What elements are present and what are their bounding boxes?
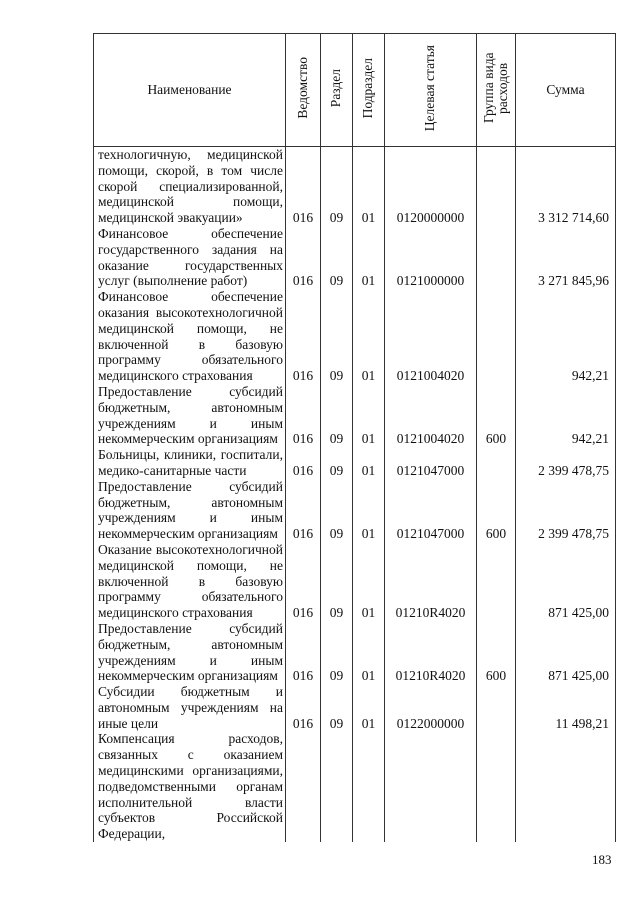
row-celevaya-statya: 0121047000 <box>385 479 477 542</box>
row-razdel: 09 <box>321 542 353 621</box>
row-razdel: 09 <box>321 684 353 731</box>
row-podrazdel: 01 <box>353 289 385 384</box>
row-vedomstvo: 016 <box>286 289 321 384</box>
table-row <box>94 226 616 289</box>
budget-table <box>93 33 616 842</box>
row-gruppa: 600 <box>477 384 516 447</box>
row-gruppa <box>477 226 516 289</box>
row-summa: 2 399 478,75 <box>516 447 616 479</box>
row-celevaya-statya: 0121047000 <box>385 447 477 479</box>
row-name: Больницы, клиники, госпитали, медико-санитарные части <box>94 447 286 479</box>
header-podrazdel: Подраздел <box>353 34 385 147</box>
row-name: Оказание высокотехнологичной медицинской помощи, не включенной в базовую программу обязательного медицинского страхования <box>94 542 286 621</box>
row-razdel <box>321 731 353 842</box>
row-gruppa: 600 <box>477 621 516 684</box>
header-name: Наименование <box>94 34 286 147</box>
table-row <box>94 684 616 731</box>
row-gruppa <box>477 447 516 479</box>
row-name: Финансовое обеспечение государственного задания на оказание государственных услуг (выполнение работ) <box>94 226 286 289</box>
row-celevaya-statya: 01210R4020 <box>385 542 477 621</box>
row-celevaya-statya: 0121004020 <box>385 289 477 384</box>
table-row <box>94 147 616 226</box>
row-vedomstvo: 016 <box>286 147 321 226</box>
header-vedomstvo: Ведомство <box>286 34 321 147</box>
row-gruppa: 600 <box>477 479 516 542</box>
row-razdel: 09 <box>321 447 353 479</box>
row-summa <box>516 731 616 842</box>
row-razdel: 09 <box>321 226 353 289</box>
header-summa: Сумма <box>516 34 616 147</box>
header-celevaya-statya: Целевая статья <box>385 34 477 147</box>
row-name: Предоставление субсидий бюджетным, автономным учреждениям и иным некоммерческим организациям <box>94 621 286 684</box>
row-name: технологичную, медицинской помощи, скорой, в том числе скорой специализированной, медицинской помощи, медицинской эвакуации» <box>94 147 286 226</box>
table-row <box>94 384 616 447</box>
row-podrazdel: 01 <box>353 479 385 542</box>
row-summa: 871 425,00 <box>516 621 616 684</box>
row-gruppa <box>477 542 516 621</box>
row-vedomstvo: 016 <box>286 621 321 684</box>
page-number: 183 <box>592 852 612 867</box>
row-celevaya-statya: 0121004020 <box>385 384 477 447</box>
row-summa: 2 399 478,75 <box>516 479 616 542</box>
row-podrazdel: 01 <box>353 447 385 479</box>
row-podrazdel: 01 <box>353 226 385 289</box>
row-name: Финансовое обеспечение оказания высокотехнологичной медицинской помощи, не включенной в базовую программу обязательного медицинского страхования <box>94 289 286 384</box>
header-razdel: Раздел <box>321 34 353 147</box>
table-row <box>94 447 616 479</box>
row-summa: 3 271 845,96 <box>516 226 616 289</box>
row-vedomstvo: 016 <box>286 542 321 621</box>
row-summa: 942,21 <box>516 384 616 447</box>
table-row <box>94 289 616 384</box>
row-podrazdel: 01 <box>353 621 385 684</box>
row-gruppa <box>477 147 516 226</box>
row-vedomstvo: 016 <box>286 684 321 731</box>
row-name: Субсидии бюджетным и автономным учреждениям на иные цели <box>94 684 286 731</box>
row-summa: 871 425,00 <box>516 542 616 621</box>
row-gruppa <box>477 684 516 731</box>
table-row <box>94 479 616 542</box>
row-summa: 11 498,21 <box>516 684 616 731</box>
row-razdel: 09 <box>321 621 353 684</box>
row-celevaya-statya <box>385 731 477 842</box>
row-name: Предоставление субсидий бюджетным, автономным учреждениям и иным некоммерческим организациям <box>94 384 286 447</box>
row-vedomstvo: 016 <box>286 479 321 542</box>
row-podrazdel: 01 <box>353 684 385 731</box>
row-vedomstvo: 016 <box>286 384 321 447</box>
table-row <box>94 621 616 684</box>
table-row <box>94 731 616 842</box>
row-razdel: 09 <box>321 289 353 384</box>
row-celevaya-statya: 0121000000 <box>385 226 477 289</box>
table-header <box>94 34 616 147</box>
row-name: Предоставление субсидий бюджетным, автономным учреждениям и иным некоммерческим организациям <box>94 479 286 542</box>
row-vedomstvo: 016 <box>286 226 321 289</box>
row-razdel: 09 <box>321 147 353 226</box>
row-gruppa <box>477 289 516 384</box>
row-podrazdel: 01 <box>353 542 385 621</box>
row-razdel: 09 <box>321 384 353 447</box>
row-celevaya-statya: 01210R4020 <box>385 621 477 684</box>
row-podrazdel <box>353 731 385 842</box>
row-vedomstvo: 016 <box>286 447 321 479</box>
row-vedomstvo <box>286 731 321 842</box>
row-celevaya-statya: 0122000000 <box>385 684 477 731</box>
table-body <box>94 147 616 843</box>
row-razdel: 09 <box>321 479 353 542</box>
row-summa: 3 312 714,60 <box>516 147 616 226</box>
row-name: Компенсация расходов, связанных с оказанием медицинскими организациями, подведомственными органам исполнительной власти субъектов Российской Федерации, <box>94 731 286 842</box>
row-gruppa <box>477 731 516 842</box>
row-podrazdel: 01 <box>353 147 385 226</box>
header-gruppa-vida-rashodov: Группа вида расходов <box>477 34 516 147</box>
row-summa: 942,21 <box>516 289 616 384</box>
row-celevaya-statya: 0120000000 <box>385 147 477 226</box>
table-row <box>94 542 616 621</box>
row-podrazdel: 01 <box>353 384 385 447</box>
